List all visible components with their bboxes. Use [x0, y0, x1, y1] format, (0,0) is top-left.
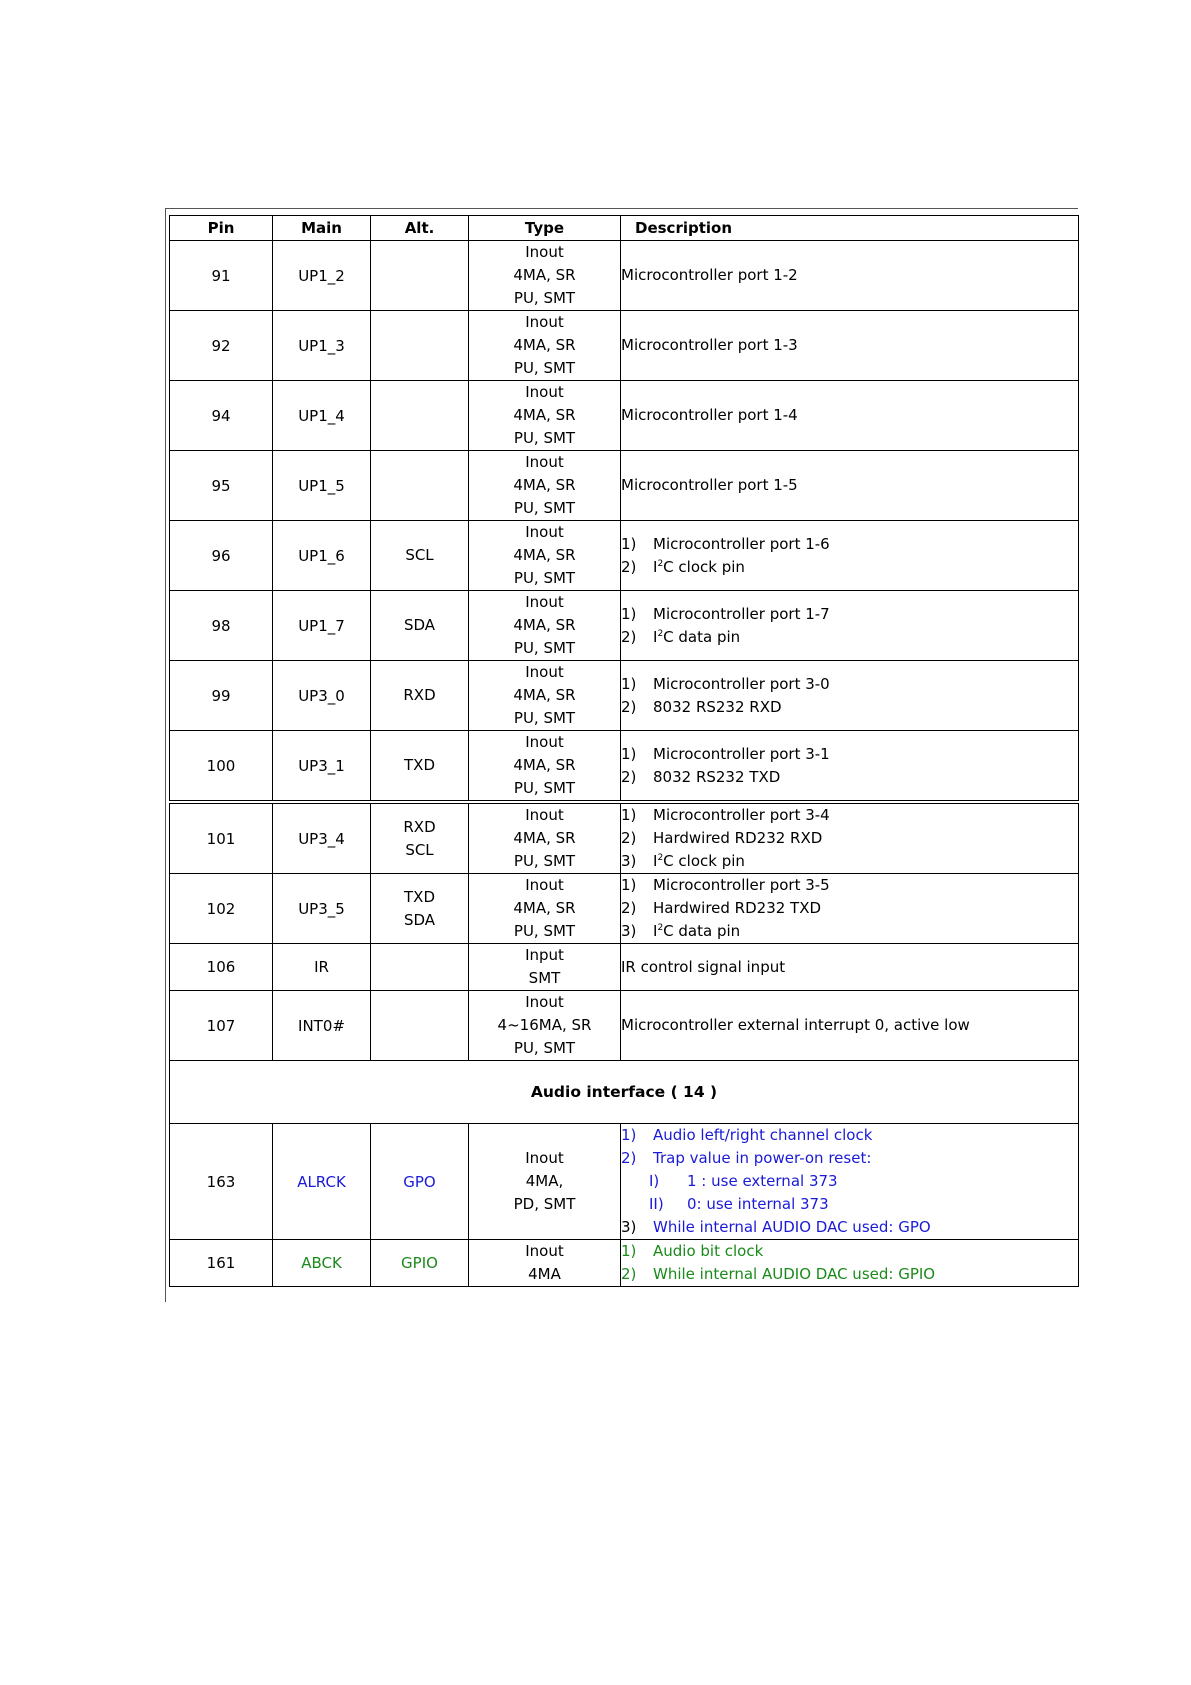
pin-number: 102: [170, 874, 273, 944]
main-function: UP1_4: [273, 381, 371, 451]
table-row: [170, 991, 1079, 1061]
main-function: UP3_5: [273, 874, 371, 944]
alt-function: SCL: [371, 521, 469, 591]
pin-number: 96: [170, 521, 273, 591]
alt-function: SDA: [371, 591, 469, 661]
table-row: [170, 311, 1079, 381]
pin-type: Inout 4MA, SR PU, SMT: [469, 661, 621, 731]
main-function: ABCK: [273, 1240, 371, 1287]
main-function: UP3_0: [273, 661, 371, 731]
pin-number: 98: [170, 591, 273, 661]
pin-type: Inout 4MA, SR PU, SMT: [469, 521, 621, 591]
header-main: Main: [273, 216, 371, 241]
pin-description: Microcontroller port 1-2: [621, 241, 1079, 311]
outer-frame-top: [165, 208, 1078, 209]
main-function: UP1_7: [273, 591, 371, 661]
pin-description: 1) Microcontroller port 3-5 2) Hardwired RD232 TXD 3) $I^2C$ data pin: [621, 874, 1079, 944]
pin-number: 163: [170, 1124, 273, 1240]
alt-function: [371, 311, 469, 381]
header-pin: Pin: [170, 216, 273, 241]
table-row: [170, 591, 1079, 661]
pin-description: 1) Microcontroller port 3-0 2) 8032 RS232 RXD: [621, 661, 1079, 731]
table-row: [170, 1124, 1079, 1240]
alt-function: [371, 241, 469, 311]
pin-number: 161: [170, 1240, 273, 1287]
pin-description: 1) Microcontroller port 1-6 2) $I^2C$ clock pin: [621, 521, 1079, 591]
pin-number: 101: [170, 802, 273, 874]
pin-number: 106: [170, 944, 273, 991]
table-row: [170, 381, 1079, 451]
main-function: UP3_4: [273, 802, 371, 874]
pin-number: 91: [170, 241, 273, 311]
alt-function: RXD: [371, 661, 469, 731]
table-row: [170, 241, 1079, 311]
pin-type: Input SMT: [469, 944, 621, 991]
alt-function: GPIO: [371, 1240, 469, 1287]
pin-number: 92: [170, 311, 273, 381]
pin-description: 1) Audio left/right channel clock 2) Trap value in power-on reset: I) 1 : use external 373 II) 0: use internal 373 3) While internal AUDIO DAC used: GPO: [621, 1124, 1079, 1240]
table-row: [170, 451, 1079, 521]
pin-type: Inout 4MA, SR PU, SMT: [469, 241, 621, 311]
pin-description: 1) Microcontroller port 3-1 2) 8032 RS232 TXD: [621, 731, 1079, 803]
table-row: [170, 661, 1079, 731]
main-function: ALRCK: [273, 1124, 371, 1240]
table-row: [170, 874, 1079, 944]
alt-function: GPO: [371, 1124, 469, 1240]
pin-type: Inout 4MA, SR PU, SMT: [469, 451, 621, 521]
header-description: Description: [621, 216, 1079, 241]
table-row: [170, 521, 1079, 591]
pin-type: Inout 4MA, SR PU, SMT: [469, 802, 621, 874]
outer-frame-left: [165, 208, 166, 1302]
main-function: UP1_2: [273, 241, 371, 311]
pin-description: Microcontroller port 1-5: [621, 451, 1079, 521]
pin-type: Inout 4MA, SR PU, SMT: [469, 874, 621, 944]
alt-function: TXD: [371, 731, 469, 803]
pin-description: 1) Audio bit clock 2) While internal AUDIO DAC used: GPIO: [621, 1240, 1079, 1287]
table-row: [170, 731, 1079, 803]
pin-description: 1) Microcontroller port 1-7 2) $I^2C$ data pin: [621, 591, 1079, 661]
pin-type: Inout 4MA, SR PU, SMT: [469, 381, 621, 451]
table-row: [170, 944, 1079, 991]
alt-function: [371, 991, 469, 1061]
section-row: [170, 1061, 1079, 1124]
pin-type: Inout 4MA, SR PU, SMT: [469, 311, 621, 381]
pin-table: [169, 215, 1079, 1287]
alt-function: TXD SDA: [371, 874, 469, 944]
header-type: Type: [469, 216, 621, 241]
table-row: [170, 802, 1079, 874]
table-header-row: [170, 216, 1079, 241]
alt-function: [371, 451, 469, 521]
pin-description: Microcontroller port 1-3: [621, 311, 1079, 381]
pin-number: 94: [170, 381, 273, 451]
pin-type: Inout 4MA, PD, SMT: [469, 1124, 621, 1240]
pin-number: 99: [170, 661, 273, 731]
main-function: UP1_6: [273, 521, 371, 591]
pin-description: Microcontroller port 1-4: [621, 381, 1079, 451]
alt-function: RXD SCL: [371, 802, 469, 874]
pin-type: Inout 4MA, SR PU, SMT: [469, 591, 621, 661]
pin-number: 100: [170, 731, 273, 803]
pin-description: IR control signal input: [621, 944, 1079, 991]
pin-description: 1) Microcontroller port 3-4 2) Hardwired RD232 RXD 3) $I^2C$ clock pin: [621, 802, 1079, 874]
main-function: UP3_1: [273, 731, 371, 803]
main-function: INT0#: [273, 991, 371, 1061]
table-row: [170, 1240, 1079, 1287]
pin-type: Inout 4MA: [469, 1240, 621, 1287]
alt-function: [371, 381, 469, 451]
pin-number: 95: [170, 451, 273, 521]
section-title: Audio interface ( 14 ): [170, 1061, 1079, 1124]
main-function: UP1_3: [273, 311, 371, 381]
pin-description: Microcontroller external interrupt 0, active low: [621, 991, 1079, 1061]
main-function: UP1_5: [273, 451, 371, 521]
pin-type: Inout 4~16MA, SR PU, SMT: [469, 991, 621, 1061]
header-alt: Alt.: [371, 216, 469, 241]
main-function: IR: [273, 944, 371, 991]
pin-type: Inout 4MA, SR PU, SMT: [469, 731, 621, 803]
pin-number: 107: [170, 991, 273, 1061]
alt-function: [371, 944, 469, 991]
